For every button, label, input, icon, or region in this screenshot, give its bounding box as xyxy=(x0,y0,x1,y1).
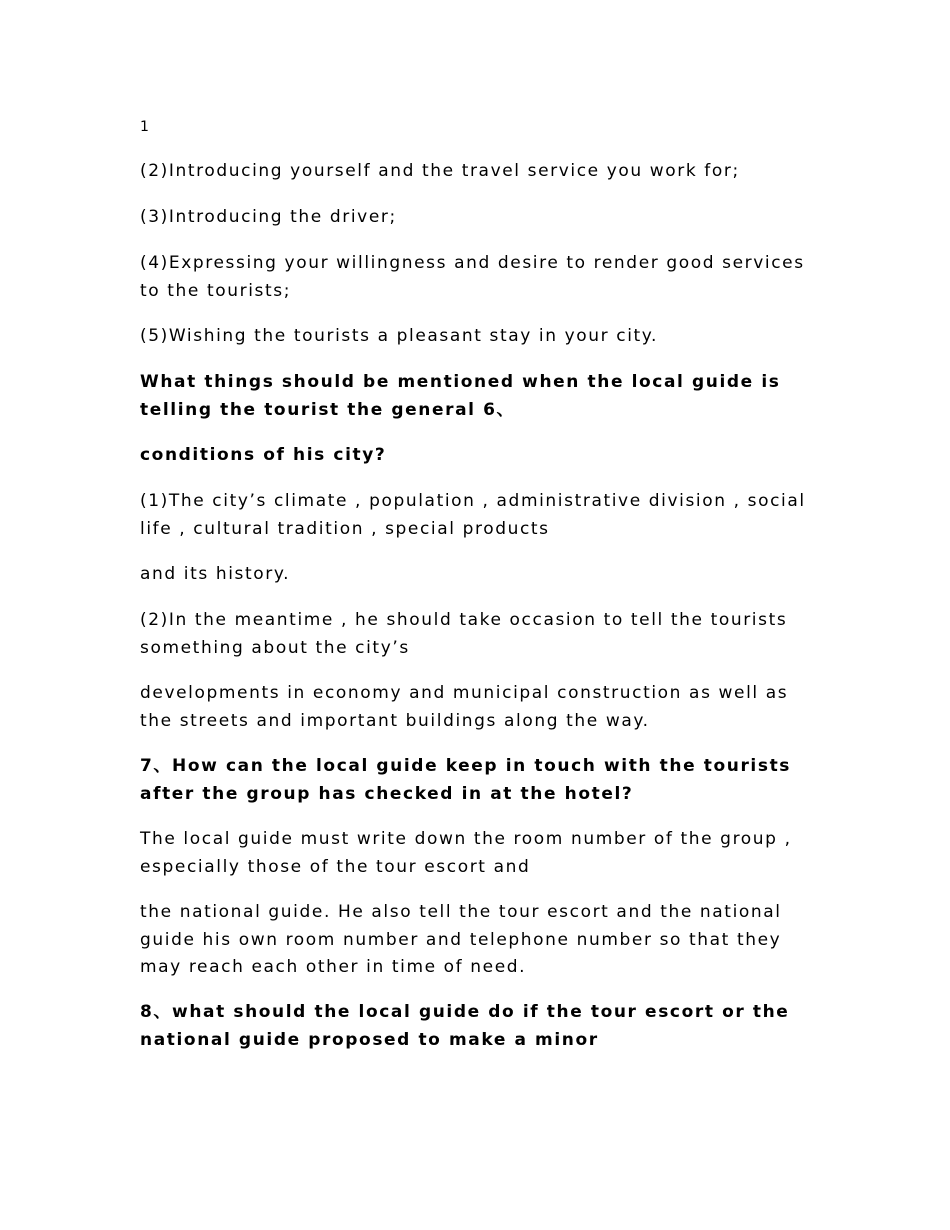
answer-7-part-2: the national guide. He also tell the tour escort and the national guide his own room number and telephone number so that they may reach each other in time of need. xyxy=(140,902,782,977)
answer-6-point-2-continued: developments in economy and municipal construction as well as the streets and important buildings along the way. xyxy=(140,683,789,731)
question-7-heading: 7、How can the local guide keep in touch with the tourists after the group has checked in at the hotel? xyxy=(140,756,792,804)
page-number: 1 xyxy=(140,119,150,135)
answer-7-part-1: The local guide must write down the room number of the group , especially those of the tour escort and xyxy=(140,829,792,877)
answer-6-point-1: (1)The city’s climate , population , administrative division , social life , cultural tradition , special products xyxy=(140,491,806,539)
answer-6-point-2: (2)In the meantime , he should take occasion to tell the tourists something about the city’s xyxy=(140,610,788,658)
question-6-heading-continued: conditions of his city? xyxy=(140,445,387,465)
answer-6-point-1-continued: and its history. xyxy=(140,564,291,584)
question-6-heading: What things should be mentioned when the local guide is telling the tourist the general 6、 xyxy=(140,372,781,420)
paragraph-4-expressing-willingness: (4)Expressing your willingness and desire to render good services to the tourists; xyxy=(140,253,805,301)
paragraph-2-introducing-yourself: (2)Introducing yourself and the travel service you work for; xyxy=(140,161,740,181)
paragraph-5-wishing-tourists: (5)Wishing the tourists a pleasant stay in your city. xyxy=(140,326,659,346)
paragraph-3-introducing-driver: (3)Introducing the driver; xyxy=(140,207,397,227)
question-8-heading: 8、what should the local guide do if the tour escort or the national guide proposed to make a minor xyxy=(140,1002,790,1050)
